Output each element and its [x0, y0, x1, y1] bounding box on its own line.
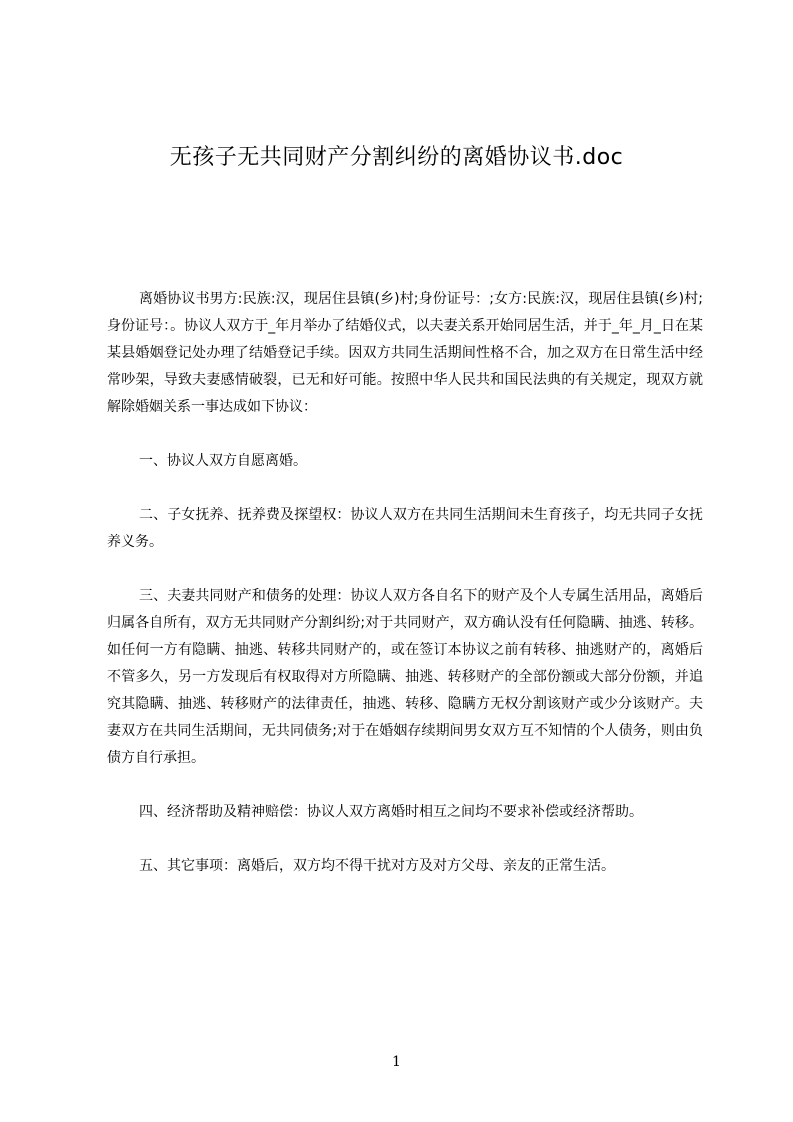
paragraph-clause-3: 三、夫妻共同财产和债务的处理：协议人双方各自名下的财产及个人专属生活用品，离婚后归属各自所有，双方无共同财产分割纠纷;对于共同财产，双方确认没有任何隐瞒、抽逃、转移。如任何一方有隐瞒、抽逃、转移共同财产的，或在签订本协议之前有转移、抽逃财产的，离婚后不管多久，另一方发现后有权取得对方所隐瞒、抽逃、转移财产的全部份额或大部分份额，并追究其隐瞒、抽逃、转移财产的法律责任，抽逃、转移、隐瞒方无权分割该财产或少分该财产。夫妻双方在共同生活期间，无共同债务;对于在婚姻存续期间男女双方互不知情的个人债务，则由负债方自行承担。: [107, 588, 703, 766]
document-title: 无孩子无共同财产分割纠纷的离婚协议书.doc: [169, 145, 624, 170]
paragraph-clause-1: 一、协议人双方自愿离婚。: [139, 453, 307, 469]
paragraph-clause-4: 四、经济帮助及精神赔偿：协议人双方离婚时相互之间均不要求补偿或经济帮助。: [139, 804, 643, 820]
page-number: 1: [392, 1054, 401, 1070]
paragraph-clause-5: 五、其它事项：离婚后，双方均不得干扰对方及对方父母、亲友的正常生活。: [139, 858, 615, 874]
document-body: [107, 286, 703, 880]
paragraph-clause-2: 二、子女抚养、抚养费及探望权：协议人双方在共同生活期间未生育孩子，均无共同子女抚养义务。: [107, 507, 703, 550]
paragraph-intro: 离婚协议书男方:民族:汉，现居住县镇(乡)村;身份证号：;女方:民族:汉，现居住县镇(乡)村;身份证号：。协议人双方于_年月举办了结婚仪式，以夫妻关系开始同居生活，并于_年_月_日在某某县婚姻登记处办理了结婚登记手续。因双方共同生活期间性格不合，加之双方在日常生活中经常吵架，导致夫妻感情破裂，已无和好可能。按照中华人民共和国民法典的有关规定，现双方就解除婚姻关系一事达成如下协议：: [107, 291, 703, 415]
